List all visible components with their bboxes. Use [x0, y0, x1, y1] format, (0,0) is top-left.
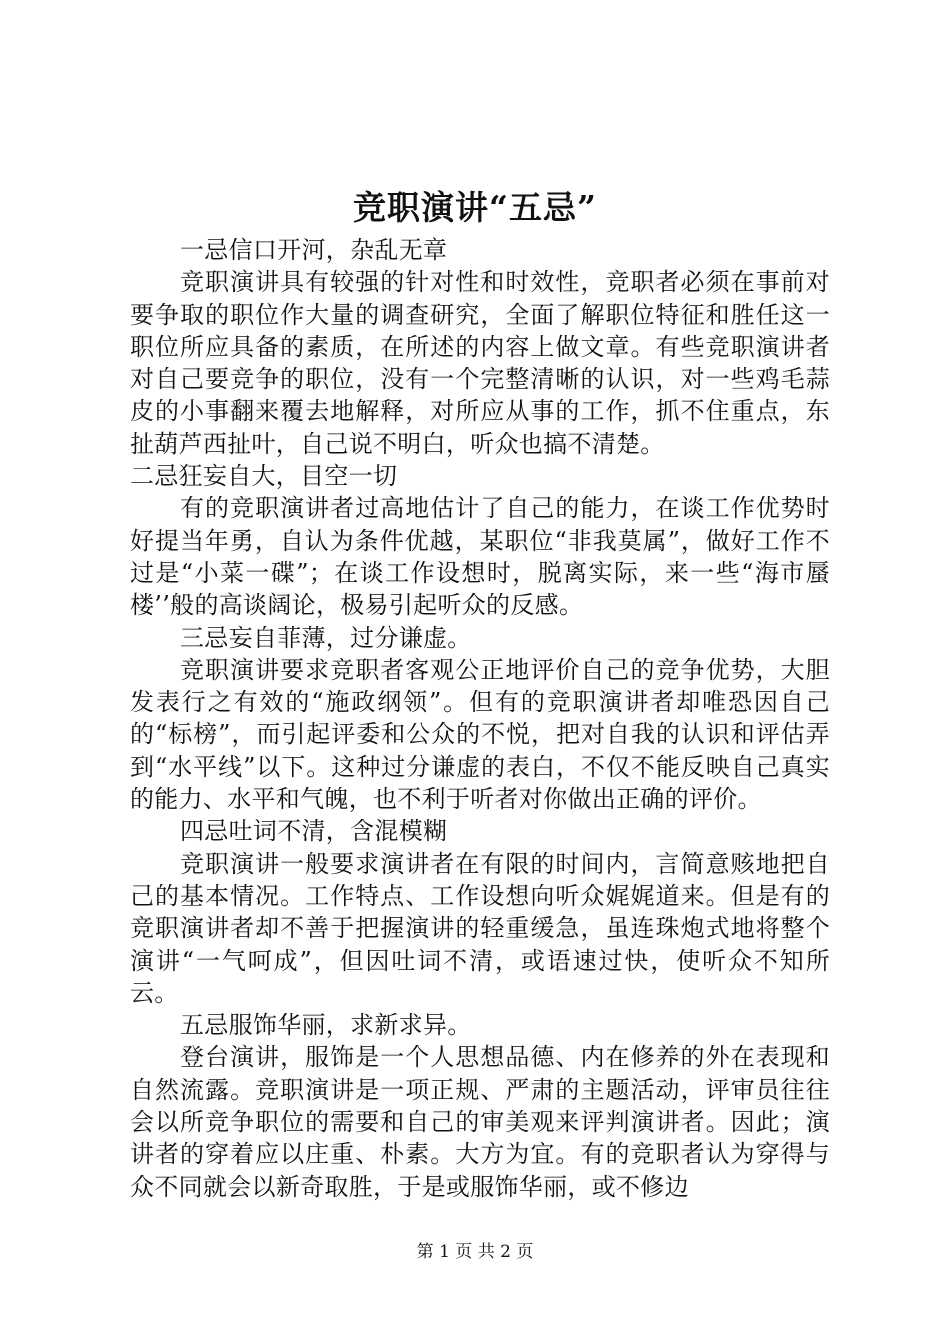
- paragraph-3: 竞职演讲要求竞职者客观公正地评价自己的竞争优势，大胆发表行之有效的“施政纲领”。但有的竞职演讲者却唯恐因自己的“标榜”，而引起评委和公众的不悦，把对自我的认识和评估弄到“水平线”以下。这种过分谦虚的表白，不仅不能反映自己真实的能力、水平和气魄，也不利于听者对你做出正确的评价。: [130, 655, 830, 814]
- document-body: [130, 234, 830, 1203]
- paragraph-2: 有的竞职演讲者过高地估计了自己的能力，在谈工作优势时好提当年勇，自认为条件优越，某职位“非我莫属”，做好工作不过是“小菜一碟”；在谈工作设想时，脱离实际，来一些“海市蜃楼’’般的高谈阔论，极易引起听众的反感。: [130, 494, 830, 620]
- paragraph-4: 竞职演讲一般要求演讲者在有限的时间内，言简意赅地把自己的基本情况。工作特点、工作设想向听众娓娓道来。但是有的竞职演讲者却不善于把握演讲的轻重缓急，虽连珠炮式地将整个演讲“一气呵成”，但因吐词不清，或语速过快，使听众不知所云。: [130, 849, 830, 1007]
- document-title: 竞职演讲“五忌”: [353, 188, 597, 227]
- section-heading-5: 五忌服饰华丽，求新求异。: [180, 1011, 472, 1040]
- section-heading-4: 四忌吐词不清，含混模糊: [180, 817, 448, 846]
- section-heading-1: 一忌信口开河，杂乱无章: [180, 236, 448, 264]
- page-number-footer: 第 1 页 共 2 页: [416, 1242, 534, 1262]
- paragraph-1: 竞职演讲具有较强的针对性和时效性，竞职者必须在事前对要争取的职位作大量的调查研究，全面了解职位特征和胜任这一职位所应具备的素质，在所述的内容上做文章。有些竞职演讲者对自己要竞争的职位，没有一个完整清晰的认识，对一些鸡毛蒜皮的小事翻来覆去地解释，对所应从事的工作，抓不住重点，东扯葫芦西扯叶，自己说不明白，听众也搞不清楚。: [130, 268, 830, 458]
- section-heading-2: 二忌狂妄自大，目空一切: [130, 462, 398, 491]
- section-heading-3: 三忌妄自菲薄，过分谦虚。: [180, 623, 472, 652]
- paragraph-5: 登台演讲，服饰是一个人思想品德、内在修养的外在表现和自然流露。竞职演讲是一项正规、严肃的主题活动，评审员往往会以所竞争职位的需要和自己的审美观来评判演讲者。因此；演讲者的穿着应以庄重、朴素。大方为宜。有的竞职者认为穿得与众不同就会以新奇取胜，于是或服饰华丽，或不修边: [130, 1043, 830, 1201]
